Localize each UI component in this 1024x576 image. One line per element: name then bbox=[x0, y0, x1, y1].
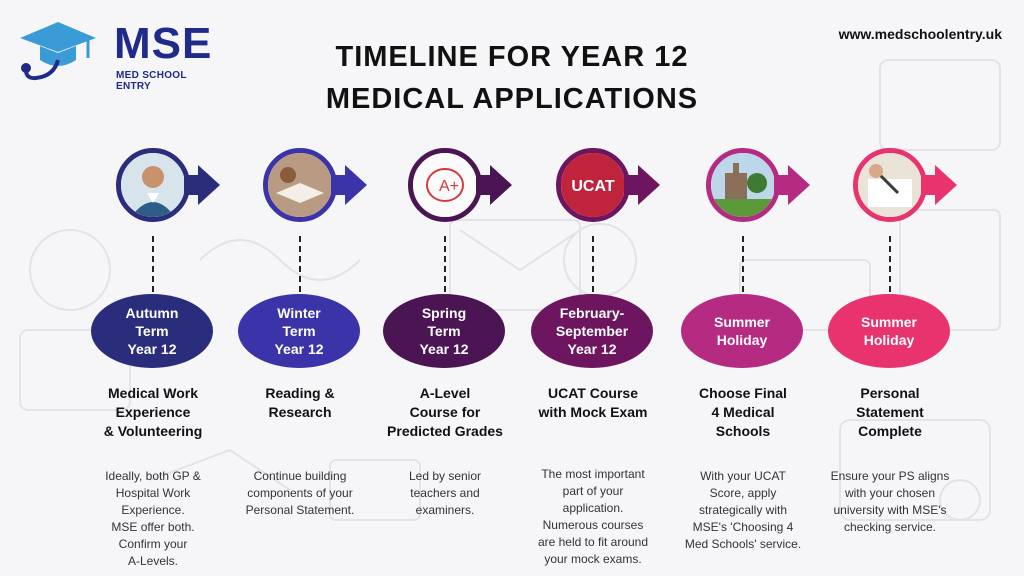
term-line: Winter bbox=[277, 305, 321, 321]
reading-photo-icon bbox=[268, 153, 332, 217]
step-heading bbox=[815, 384, 965, 441]
step-image-group bbox=[518, 148, 668, 228]
description-line: Hospital Work bbox=[115, 486, 191, 500]
doctor-photo-icon bbox=[121, 153, 185, 217]
arrow-right-icon bbox=[184, 165, 220, 205]
term-line: Summer bbox=[713, 314, 771, 330]
heading-line: Complete bbox=[858, 423, 922, 439]
term-label bbox=[274, 304, 323, 358]
svg-text:UCAT: UCAT bbox=[571, 178, 615, 195]
step-description bbox=[518, 466, 668, 568]
mse-logo bbox=[18, 16, 213, 92]
dashed-connector bbox=[299, 236, 301, 292]
step-image-group bbox=[78, 148, 228, 228]
description-line: with your chosen bbox=[844, 486, 936, 500]
term-line: Year 12 bbox=[567, 341, 617, 357]
heading-line: Schools bbox=[715, 423, 771, 439]
writing-photo-icon bbox=[858, 153, 922, 217]
arrow-right-icon bbox=[624, 165, 660, 205]
dashed-connector bbox=[592, 236, 594, 292]
term-line: Term bbox=[427, 323, 461, 339]
heading-line: Experience bbox=[115, 404, 191, 420]
term-line: Year 12 bbox=[127, 341, 177, 357]
logo-text: MSE bbox=[114, 19, 213, 68]
description-line: Continue building bbox=[253, 469, 347, 483]
description-line: Med Schools' service. bbox=[684, 537, 802, 551]
step-photo bbox=[706, 148, 780, 222]
heading-line: Course for bbox=[409, 404, 481, 420]
arrow-right-icon bbox=[774, 165, 810, 205]
ucat-badge-icon bbox=[561, 153, 625, 217]
term-line: Summer bbox=[860, 314, 918, 330]
step-description bbox=[78, 468, 228, 570]
arrow-right-icon bbox=[921, 165, 957, 205]
step-image-group bbox=[668, 148, 818, 228]
page-title bbox=[300, 36, 724, 120]
description-line: Ideally, both GP & bbox=[105, 469, 201, 483]
heading-line: 4 Medical bbox=[711, 404, 775, 420]
description-line: Experience. bbox=[121, 503, 185, 517]
term-line: Term bbox=[135, 323, 169, 339]
university-photo-icon bbox=[711, 153, 775, 217]
graduation-stethoscope-icon bbox=[18, 18, 98, 88]
step-heading bbox=[518, 384, 668, 422]
description-line: MSE's 'Choosing 4 bbox=[692, 520, 794, 534]
heading-line: Personal bbox=[860, 385, 920, 401]
description-line: Score, apply bbox=[709, 486, 777, 500]
step-heading bbox=[225, 384, 375, 422]
step-photo bbox=[408, 148, 482, 222]
description-line: part of your bbox=[562, 484, 624, 498]
description-line: are held to fit around bbox=[537, 535, 649, 549]
title-line-1: TIMELINE FOR YEAR 12 bbox=[335, 41, 689, 73]
heading-line: with Mock Exam bbox=[538, 404, 648, 420]
website-link[interactable]: www.medschoolentry.uk bbox=[838, 26, 1002, 42]
description-line: university with MSE's bbox=[833, 503, 947, 517]
description-line: application. bbox=[562, 501, 624, 515]
step-image-group bbox=[370, 148, 520, 228]
step-description bbox=[225, 468, 375, 519]
description-line: strategically with bbox=[698, 503, 788, 517]
step-photo bbox=[556, 148, 630, 222]
term-line: September bbox=[555, 323, 629, 339]
heading-line: Predicted Grades bbox=[387, 423, 503, 439]
term-line: Holiday bbox=[863, 332, 915, 348]
step-description bbox=[370, 468, 520, 519]
term-line: Spring bbox=[421, 305, 467, 321]
description-line: checking service. bbox=[843, 520, 937, 534]
description-line: your mock exams. bbox=[544, 552, 642, 566]
heading-line: A-Level bbox=[419, 385, 471, 401]
heading-line: Medical Work bbox=[108, 385, 198, 401]
description-line: With your UCAT bbox=[700, 469, 786, 483]
term-badge bbox=[238, 294, 360, 368]
step-photo bbox=[853, 148, 927, 222]
description-line: Confirm your bbox=[118, 537, 188, 551]
term-label bbox=[861, 313, 917, 349]
step-photo bbox=[263, 148, 337, 222]
dashed-connector bbox=[742, 236, 744, 292]
term-badge bbox=[531, 294, 653, 368]
step-heading bbox=[668, 384, 818, 441]
term-line: Holiday bbox=[716, 332, 768, 348]
term-line: February- bbox=[559, 305, 625, 321]
step-heading bbox=[78, 384, 228, 441]
term-line: Term bbox=[282, 323, 316, 339]
svg-text:A+: A+ bbox=[439, 178, 460, 195]
term-label bbox=[714, 313, 770, 349]
dashed-connector bbox=[444, 236, 446, 292]
step-description bbox=[815, 468, 965, 536]
description-line: Ensure your PS aligns bbox=[830, 469, 950, 483]
step-heading bbox=[370, 384, 520, 441]
term-label bbox=[419, 304, 468, 358]
term-badge bbox=[91, 294, 213, 368]
description-line: MSE offer both. bbox=[111, 520, 195, 534]
description-line: components of your bbox=[247, 486, 353, 500]
step-image-group bbox=[225, 148, 375, 228]
heading-line: Reading & bbox=[265, 385, 335, 401]
description-line: Personal Statement. bbox=[245, 503, 355, 517]
term-badge bbox=[681, 294, 803, 368]
dashed-connector bbox=[152, 236, 154, 292]
step-description bbox=[668, 468, 818, 553]
term-line: Autumn bbox=[125, 305, 179, 321]
term-line: Year 12 bbox=[274, 341, 324, 357]
heading-line: Choose Final bbox=[699, 385, 787, 401]
heading-line: Research bbox=[268, 404, 332, 420]
logo-subtitle: MED SCHOOL ENTRY bbox=[116, 70, 187, 92]
description-line: teachers and bbox=[410, 486, 480, 500]
term-line: Year 12 bbox=[419, 341, 469, 357]
description-line: examiners. bbox=[415, 503, 475, 517]
description-line: A-Levels. bbox=[127, 554, 179, 568]
title-line-2: MEDICAL APPLICATIONS bbox=[325, 83, 699, 115]
dashed-connector bbox=[889, 236, 891, 292]
heading-line: UCAT Course bbox=[548, 385, 638, 401]
heading-line: & Volunteering bbox=[103, 423, 203, 439]
graded-paper-icon bbox=[413, 153, 477, 217]
description-line: Numerous courses bbox=[542, 518, 644, 532]
term-label bbox=[126, 304, 179, 358]
step-photo bbox=[116, 148, 190, 222]
term-badge bbox=[383, 294, 505, 368]
step-image-group bbox=[815, 148, 965, 228]
term-badge bbox=[828, 294, 950, 368]
term-label bbox=[556, 304, 628, 358]
arrow-right-icon bbox=[331, 165, 367, 205]
description-line: Led by senior bbox=[408, 469, 482, 483]
arrow-right-icon bbox=[476, 165, 512, 205]
description-line: The most important bbox=[541, 467, 645, 481]
heading-line: Statement bbox=[856, 404, 924, 420]
